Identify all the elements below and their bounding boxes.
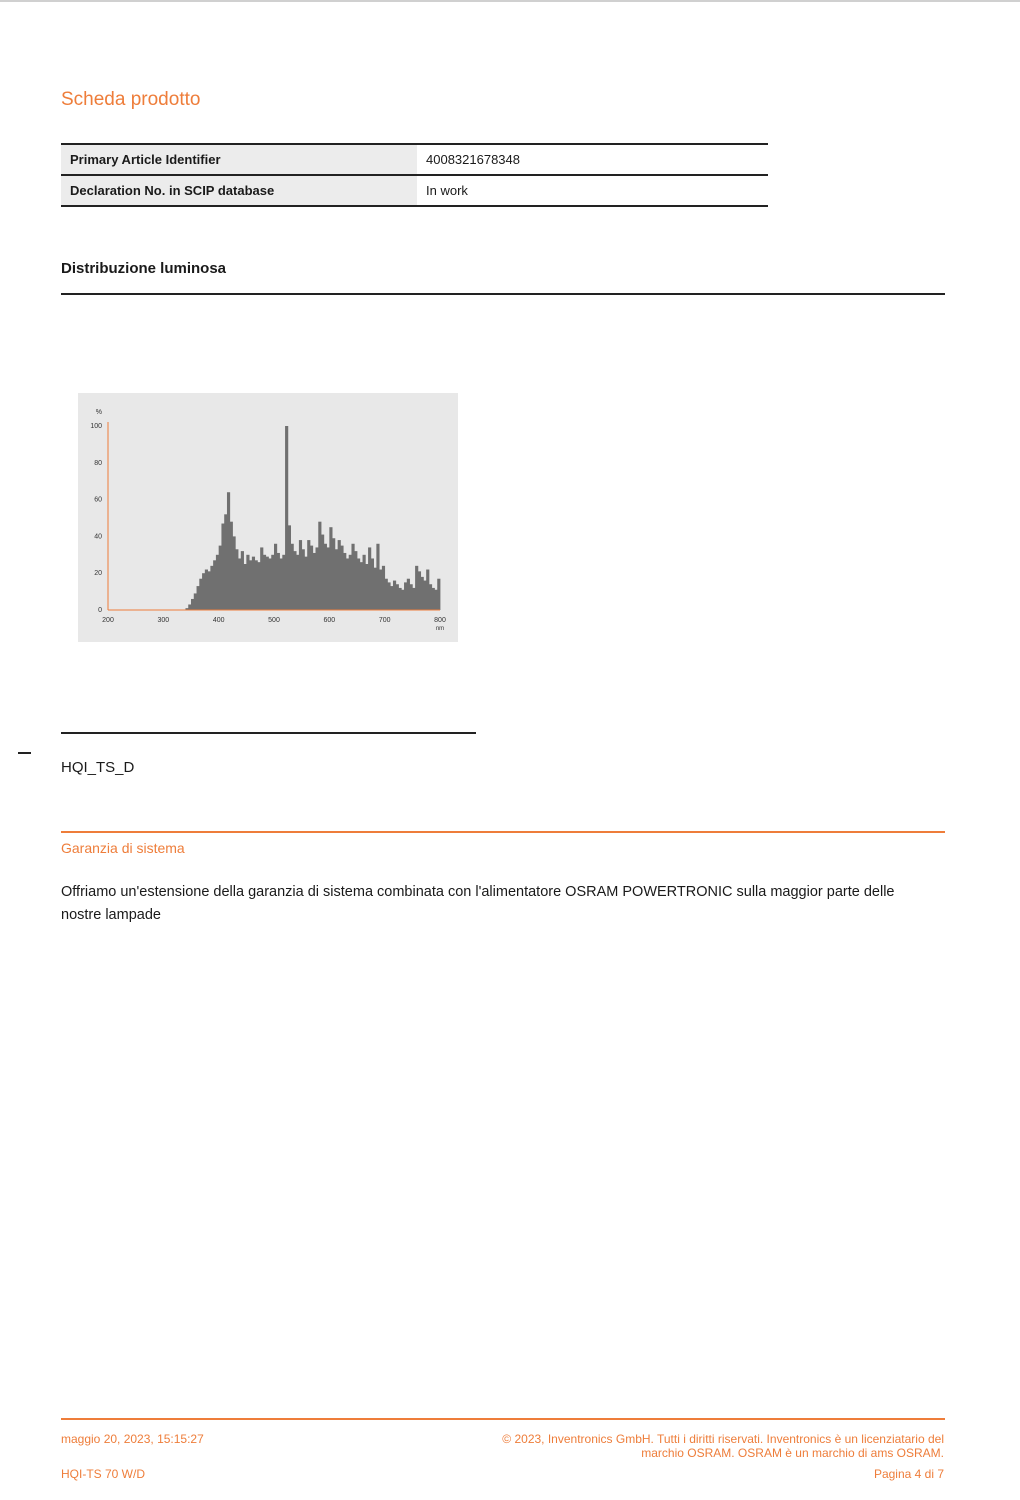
spectrum-bar [432,588,435,610]
spectrum-bar [329,527,332,610]
y-tick-label: 60 [94,496,102,504]
spectrum-bar [255,560,258,610]
chart-caption: HQI_TS_D [61,759,135,776]
spectrum-bar [321,535,324,610]
spectrum-bar [324,544,327,610]
spectrum-bar [274,544,277,610]
spectrum-bar [415,566,418,610]
spectrum-bar [335,549,338,610]
spectrum-bar [368,547,371,610]
spectrum-bar [260,547,263,610]
spectrum-bar [221,524,224,610]
spectrum-bar [208,571,211,610]
warranty-divider [61,831,945,833]
table-cell-value: In work [417,175,768,206]
section-divider [61,293,945,295]
footer-product: HQI-TS 70 W/D [61,1467,146,1481]
spectrum-bar [280,558,283,610]
spectrum-bar [219,546,222,610]
footer-divider [61,1418,945,1420]
y-tick-label: 0 [98,607,102,614]
table-row [61,144,768,175]
spectrum-bar [282,555,285,610]
spectrum-bar [351,544,354,610]
spectrum-bar [357,558,360,610]
table-cell-label: Declaration No. in SCIP database [61,175,417,206]
spectrum-bar [399,588,402,610]
spectrum-bar [233,536,236,610]
spectrum-bar [382,566,385,610]
footer-copyright: © 2023, Inventronics GmbH. Tutti i diritti riservati. Inventronics è un licenziatario del marchio OSRAM. OSRAM è un marchio di ams OSRAM. [502,1432,944,1460]
spectrum-bar [434,590,437,610]
spectrum-bar [421,577,424,610]
y-tick-label: 40 [94,533,102,541]
spectrum-bar [437,579,440,610]
table-row [61,175,768,206]
spectrum-bar [404,582,407,610]
footer-page-number: Pagina 4 di 7 [873,1467,944,1481]
caption-divider [61,732,476,734]
y-tick-label: 20 [94,570,102,578]
spectrum-bar [423,581,426,610]
table-cell-label: Primary Article Identifier [61,144,417,175]
spectrum-bar [249,560,252,610]
spectrum-bar [216,555,219,610]
spectrum-bar [313,553,316,610]
spectrum-bar [338,540,341,610]
warranty-title: Garanzia di sistema [61,840,185,856]
x-tick-label: 600 [323,617,336,624]
spectrum-bar [238,558,241,610]
spectrum-bar [349,555,352,610]
spectrum-bar [316,547,319,610]
spectrum-bar [390,586,393,610]
spectrum-bar [343,553,346,610]
spectrum-bar [291,544,294,610]
x-tick-label: 800 [434,617,446,624]
spectrum-bar [246,555,249,610]
spectrum-bar [376,544,379,610]
spectrum-bar [288,525,291,610]
spectrum-bar [205,570,208,610]
x-tick-label: 400 [212,617,225,624]
spectrum-bar [379,570,382,610]
section-title: Distribuzione luminosa [61,260,227,277]
spectrum-bar [191,599,194,610]
spectrum-bar [346,558,349,610]
spectrum-bar [354,551,357,610]
spectrum-bar [257,562,260,610]
spectrum-bar [213,560,216,610]
y-axis-label: % [95,409,102,416]
x-tick-label: 200 [102,617,114,624]
x-tick-label: 700 [378,617,391,624]
spectrum-bar [318,522,321,610]
spectrum-bar [365,564,368,610]
spectrum-bar [363,555,366,610]
spectrum-bar [266,557,269,610]
page-title: Scheda prodotto [61,89,201,110]
spectrum-bar [304,557,307,610]
spectrum-bar [235,549,238,610]
spectrum-bar [418,571,421,610]
spectrum-chart [78,393,458,642]
spectrum-bar [374,568,377,610]
page-top-border [0,0,1020,2]
spectrum-bar [371,558,374,610]
spectrum-bar [332,538,335,610]
spectrum-bar [396,584,399,610]
spectrum-bar [296,555,299,610]
spectrum-bar [268,558,271,610]
spectrum-bar [271,555,274,610]
warranty-text: Offriamo un'estensione della garanzia di sistema combinata con l'alimentatore OSRAM POWERTRONIC sulla maggior parte delle nostre lampade [61,884,895,923]
spectrum-bar [194,593,197,610]
spectrum-bar [307,540,310,610]
spectrum-bar [429,584,432,610]
spectrum-bar [387,582,390,610]
spectrum-bar [310,546,313,610]
spectrum-bar [199,579,202,610]
footer-date: maggio 20, 2023, 15:15:27 [61,1432,204,1446]
spectrum-bar [302,549,305,610]
spectrum-bar [401,590,404,610]
spectrum-bar [224,514,227,610]
spectrum-bar [227,492,230,610]
spectrum-bar [277,553,280,610]
spectrum-bar [293,551,296,610]
spectrum-bar [241,551,244,610]
x-tick-label: 500 [268,617,280,624]
x-axis-label: nm [435,626,445,632]
spectrum-bar [360,562,363,610]
spectrum-bar [412,588,415,610]
spectrum-bar [340,546,343,610]
y-tick-label: 100 [90,423,102,430]
spectrum-bar [202,573,205,610]
spectrum-bar [244,564,247,610]
spectrum-bar [285,426,288,610]
info-table [61,143,768,207]
spectrum-bar [327,547,330,610]
spectrum-bar [410,584,413,610]
margin-dash [18,752,31,754]
spectrum-bar [230,522,233,610]
spectrum-bar [263,555,266,610]
spectrum-bar [426,570,429,610]
x-tick-label: 300 [157,617,170,624]
spectrum-chart-svg [78,393,458,642]
y-tick-label: 80 [94,459,102,467]
spectrum-bar [407,579,410,610]
spectrum-bar [299,540,302,610]
table-cell-value: 4008321678348 [417,144,768,175]
spectrum-bar [210,566,213,610]
spectrum-bar [252,557,255,610]
spectrum-bar [188,604,191,610]
spectrum-bar [197,586,200,610]
spectrum-bar [385,579,388,610]
spectrum-bar [393,581,396,610]
